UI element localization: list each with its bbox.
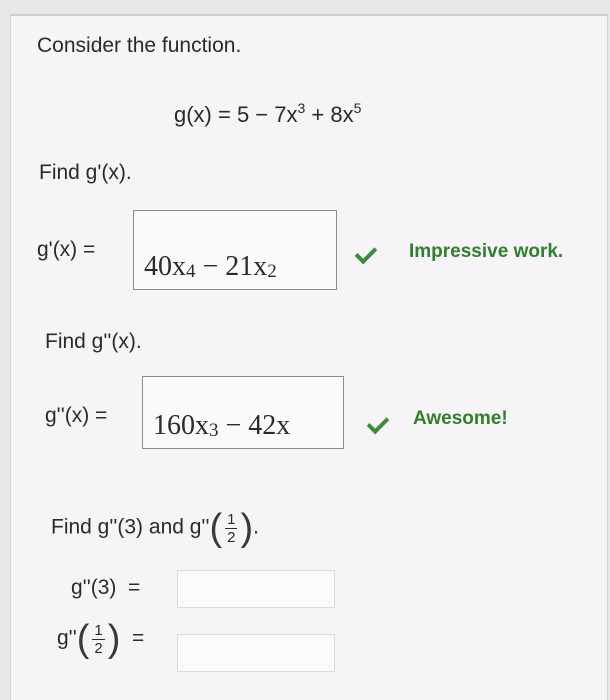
part1-answer-exp2: 2 [267,261,277,282]
fraction-one-half [92,622,104,657]
function-mid: + 8x [305,102,354,127]
part2-answer-exp1: 3 [209,420,219,441]
part1-answer-field[interactable] [133,210,337,290]
function-lhs: g(x) = 5 − 7x [174,102,298,127]
check-icon [355,242,378,265]
part3-row2-text: g'' [57,626,77,650]
left-paren: ( [76,618,90,660]
part2-feedback: Awesome! [413,408,508,429]
part2-answer-term1: 160x [153,410,209,441]
function-exponent-2: 5 [353,100,362,116]
part3-row1-equals: = [128,576,141,599]
fraction-numerator: 1 [227,510,236,528]
part3-prompt-suffix: . [253,515,259,539]
part3-answer1-input[interactable] [177,570,335,608]
fraction-one-half [225,511,237,546]
part3-prompt [51,509,259,547]
check-icon [367,412,390,435]
part1-prompt: Find g'(x). [39,161,132,184]
part1-answer-term1: 40x [144,251,186,282]
left-paren: ( [209,507,223,549]
function-exponent-1: 3 [297,100,306,116]
part3-row1-text: g''(3) [71,576,117,599]
part3-prompt-prefix: Find g''(3) and g'' [51,515,210,539]
part2-row-label: g''(x) = [45,404,108,427]
part3-row2-label [57,620,144,658]
part2-answer-term2: − 42x [218,410,291,441]
part1-answer-term2: − 21x [195,251,268,282]
part3-row1-label [71,576,140,600]
part1-feedback: Impressive work. [409,241,564,262]
fraction-denominator: 2 [94,639,103,657]
part3-row2-equals: = [132,626,145,650]
part2-answer-field[interactable] [142,376,344,449]
question-panel [10,14,608,700]
question-title: Consider the function. [37,34,242,57]
fraction-numerator: 1 [94,621,103,639]
part3-answer2-input[interactable] [177,634,335,672]
function-equation [174,100,361,128]
part2-prompt: Find g''(x). [45,330,142,353]
right-paren: ) [240,507,254,549]
right-paren: ) [107,618,121,660]
fraction-denominator: 2 [227,528,236,546]
part1-answer-exp1: 4 [186,261,196,282]
part1-row-label: g'(x) = [37,238,96,261]
